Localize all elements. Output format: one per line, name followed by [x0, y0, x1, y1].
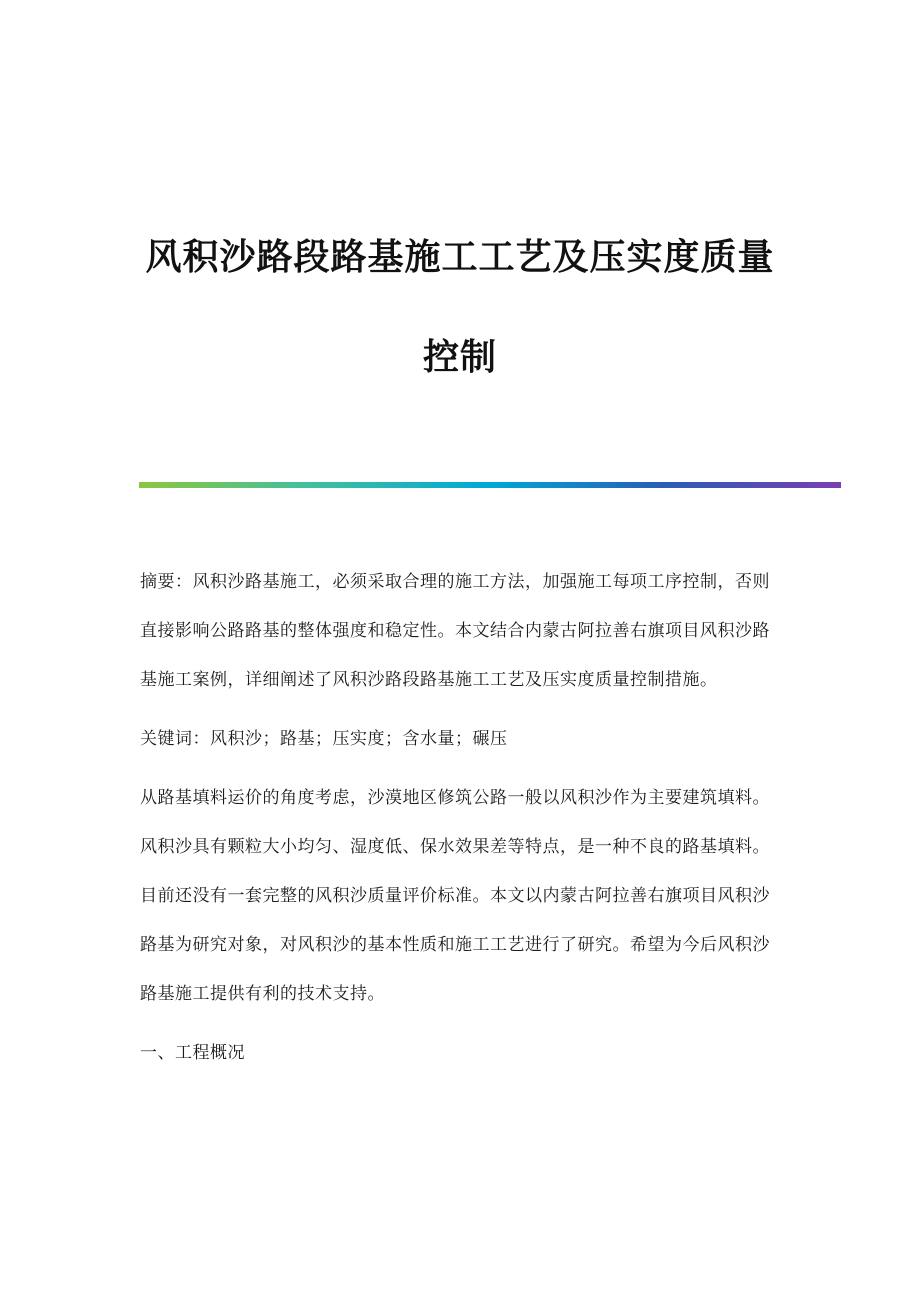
document-body [140, 558, 780, 1088]
abstract-paragraph: 摘要：风积沙路基施工，必须采取合理的施工方法，加强施工每项工序控制，否则直接影响公路路基的整体强度和稳定性。本文结合内蒙古阿拉善右旗项目风积沙路基施工案例，详细阐述了风积沙路段路基施工工艺及压实度质量控制措施。 [140, 572, 770, 690]
document-title [110, 208, 810, 408]
title-line-2: 控制 [422, 337, 497, 378]
gradient-divider [139, 482, 841, 488]
title-line-1: 风积沙路段路基施工工艺及压实度质量 [145, 237, 775, 278]
section-heading: 一、工程概况 [140, 1043, 245, 1063]
intro-paragraph: 从路基填料运价的角度考虑，沙漠地区修筑公路一般以风积沙作为主要建筑填料。风积沙具有颗粒大小均匀、湿度低、保水效果差等特点，是一种不良的路基填料。目前还没有一套完整的风积沙质量评价标准。本文以内蒙古阿拉善右旗项目风积沙路基为研究对象，对风积沙的基本性质和施工工艺进行了研究。希望为今后风积沙路基施工提供有利的技术支持。 [140, 788, 770, 1004]
keywords-paragraph: 关键词：风积沙；路基；压实度；含水量；碾压 [140, 729, 508, 749]
